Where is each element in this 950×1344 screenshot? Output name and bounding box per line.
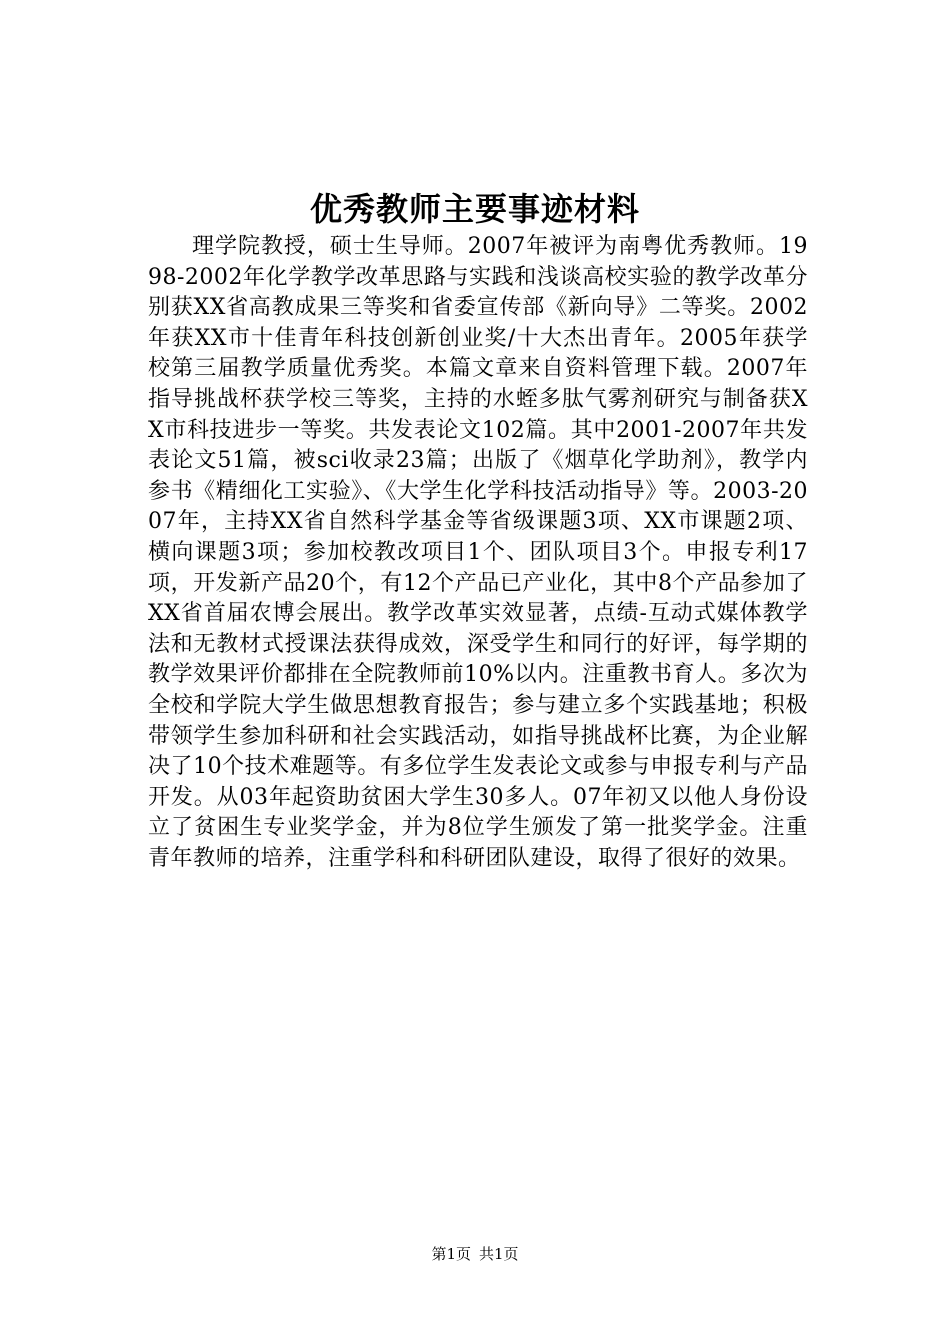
- body-paragraph: 理学院教授，硕士生导师。2007年被评为南粤优秀教师。1998-2002年化学教学改革思路与实践和浅谈高校实验的教学改革分别获XX省高教成果三等奖和省委宣传部《新向导》二等奖。2002年获XX市十佳青年科技创新创业奖/十大杰出青年。2005年获学校第三届教学质量优秀奖。本篇文章来自资料管理下载。2007年指导挑战杯获学校三等奖，主持的水蛭多肽气雾剂研究与制备获XX市科技进步一等奖。共发表论文102篇。其中2001-2007年共发表论文51篇，被sci收录23篇；出版了《烟草化学助剂》，教学内参书《精细化工实验》、《大学生化学科技活动指导》等。2003-2007年，主持XX省自然科学基金等省级课题3项、XX市课题2项、横向课题3项；参加校教改项目1个、团队项目3个。申报专利17项，开发新产品20个，有12个产品已产业化，其中8个产品参加了XX省首届农博会展出。教学改革实效显著，点绩-互动式媒体教学法和无教材式授课法获得成效，深受学生和同行的好评，每学期的教学效果评价都排在全院教师前10%以内。注重教书育人。多次为全校和学院大学生做思想教育报告；参与建立多个实践基地；积极带领学生参加科研和社会实践活动，如指导挑战杯比赛，为企业解决了10个技术难题等。有多位学生发表论文或参与申报专利与产品开发。从03年起资助贫困大学生30多人。07年初又以他人身份设立了贫困生专业奖学金，并为8位学生颁发了第一批奖学金。注重青年教师的培养，注重学科和科研团队建设，取得了很好的效果。: [148, 234, 808, 871]
- page-number: 第1页: [431, 1245, 471, 1263]
- page-total: 共1页: [479, 1245, 519, 1263]
- document-title: 优秀教师主要事迹材料: [309, 190, 640, 228]
- page-footer: [0, 1244, 950, 1264]
